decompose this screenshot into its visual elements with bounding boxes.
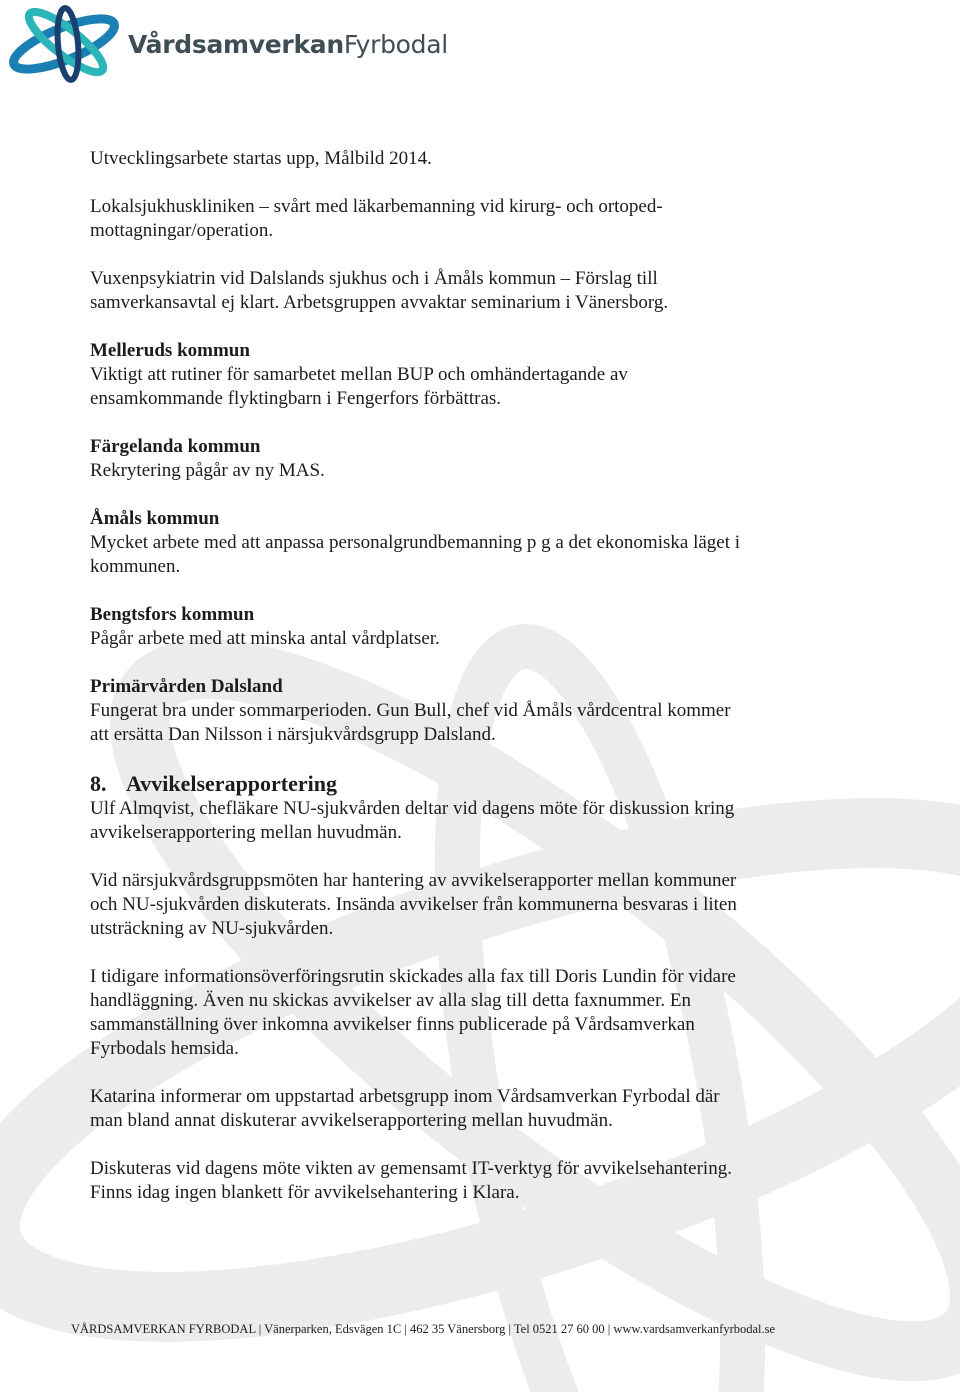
logo-wordmark: VårdsamverkanFyrbodal — [128, 29, 448, 59]
heading-amals-kommun: Åmåls kommun — [90, 508, 220, 529]
paragraph: Katarina informerar om uppstartad arbetsgrupp inom Vårdsamverkan Fyrbodal där man bland annat diskuterar avvikelserapportering mellan huvudmän. — [90, 1086, 720, 1131]
heading-fargelanda-kommun: Färgelanda kommun — [90, 436, 261, 457]
logo — [6, 4, 448, 84]
paragraph: Diskuteras vid dagens möte vikten av gemensamt IT-verktyg för avvikelsehantering. Finns idag ingen blankett för avvikelsehantering i Klara. — [90, 1158, 732, 1203]
logo-mark-icon — [6, 4, 124, 84]
section-heading-avvikelserapportering — [90, 771, 890, 797]
heading-bengtsfors-kommun: Bengtsfors kommun — [90, 604, 255, 625]
paragraph: Mycket arbete med att anpassa personalgrundbemanning p g a det ekonomiska läget i kommunen. — [90, 532, 741, 577]
heading-melleruds-kommun: Melleruds kommun — [90, 340, 250, 361]
paragraph: I tidigare informationsöverföringsrutin skickades alla fax till Doris Lundin för vidare handläggning. Även nu skickas avvikelser av alla slag till detta faxnummer. En sammanställning över inkomna avvikelser finns publicerade på Vårdsamverkan Fyrbodals hemsida. — [90, 966, 736, 1059]
paragraph: Ulf Almqvist, chefläkare NU-sjukvården deltar vid dagens möte för diskussion kring avvikelserapportering mellan huvudmän. — [90, 798, 735, 843]
paragraph: Lokalsjukhuskliniken – svårt med läkarbemanning vid kirurg- och ortoped- mottagningar/operation. — [90, 196, 663, 241]
paragraph: Fungerat bra under sommarperioden. Gun Bull, chef vid Åmåls vårdcentral kommer att ersätta Dan Nilsson i närsjukvårdsgrupp Dalsland. — [90, 700, 731, 745]
paragraph: Utvecklingsarbete startas upp, Målbild 2014. — [90, 148, 432, 169]
heading-primarvarden-dalsland: Primärvården Dalsland — [90, 676, 283, 697]
page-footer: VÅRDSAMVERKAN FYRBODAL | Vänerparken, Edsvägen 1C | 462 35 Vänersborg | Tel 0521 27 60 00 | www.vardsamverkanfyrbodal.se — [71, 1322, 776, 1336]
document-body — [90, 147, 890, 1205]
paragraph: Vid närsjukvårdsgruppsmöten har hantering av avvikelserapporter mellan kommuner och NU-sjukvården diskuterats. Insända avvikelser från kommunerna besvaras i liten utsträckning av NU-sjukvården. — [90, 870, 737, 939]
paragraph: Rekrytering pågår av ny MAS. — [90, 460, 325, 481]
section-number: 8. — [90, 771, 107, 796]
paragraph: Vuxenpsykiatrin vid Dalslands sjukhus och i Åmåls kommun – Förslag till samverkansavtal ej klart. Arbetsgruppen avvaktar seminarium i Vänersborg. — [90, 268, 669, 313]
paragraph: Pågår arbete med att minska antal vårdplatser. — [90, 628, 440, 649]
section-title: Avvikelserapportering — [126, 771, 338, 796]
paragraph: Viktigt att rutiner för samarbetet mellan BUP och omhändertagande av ensamkommande flyktingbarn i Fengerfors förbättras. — [90, 364, 628, 409]
